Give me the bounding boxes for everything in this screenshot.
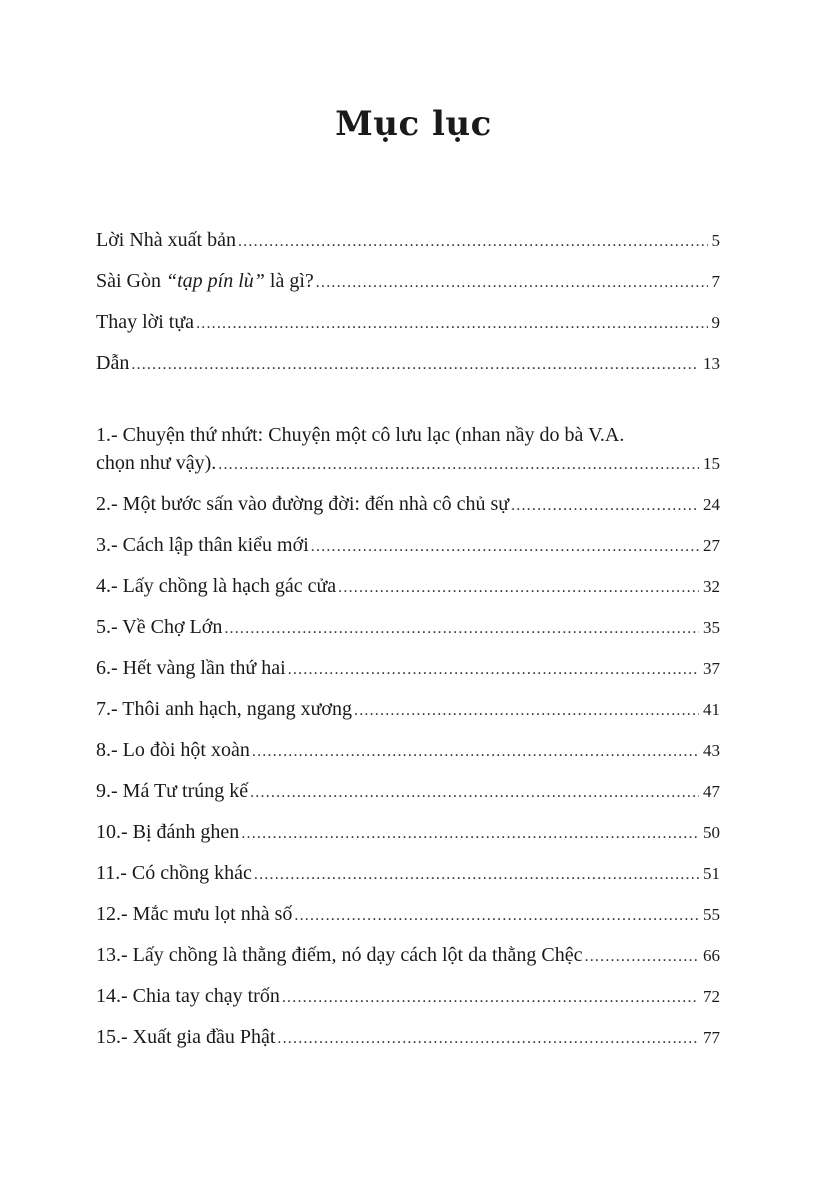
toc-entry-chapter-5[interactable] — [96, 616, 720, 642]
dot-leader — [511, 497, 699, 515]
toc-entry-page: 47 — [703, 782, 720, 801]
toc-entry-page: 27 — [703, 536, 720, 555]
toc-entry-chapter-6[interactable] — [96, 657, 720, 683]
toc-entry-title: Dẫn — [96, 352, 130, 374]
toc-entry-publisher-note[interactable] — [96, 229, 720, 255]
toc-entry-page: 41 — [703, 700, 720, 719]
dot-leader — [338, 579, 699, 597]
toc-entry-chapter-15[interactable] — [96, 1026, 720, 1052]
dot-leader — [585, 948, 699, 966]
toc-entry-title: 14.- Chia tay chạy trốn — [96, 985, 280, 1007]
toc-entry-title: 6.- Hết vàng lần thứ hai — [96, 657, 286, 679]
toc-entry-title: 10.- Bị đánh ghen — [96, 821, 240, 843]
toc-entry-page: 5 — [711, 231, 720, 250]
toc-entry-page: 37 — [703, 659, 720, 678]
dot-leader — [196, 315, 707, 333]
page-title: Mục lục — [335, 104, 492, 144]
toc-entry-page: 77 — [703, 1028, 720, 1047]
toc-entry-chapter-13[interactable] — [96, 944, 720, 970]
toc-entry-title: 8.- Lo đòi hột xoàn — [96, 739, 250, 761]
dot-leader — [252, 743, 699, 761]
dot-leader — [241, 825, 699, 843]
toc-entry-introduction[interactable] — [96, 352, 720, 378]
toc-entry-chapter-1-line1[interactable]: 1.- Chuyện thứ nhứt: Chuyện một cô lưu lạc (nhan nầy do bà V.A. — [96, 424, 625, 446]
toc-entry-title: 3.- Cách lập thân kiểu mới — [96, 534, 309, 556]
dot-leader — [316, 274, 708, 292]
toc-entry-chapter-14[interactable] — [96, 985, 720, 1011]
toc-entry-title: 2.- Một bước sấn vào đường đời: đến nhà cô chủ sự — [96, 493, 510, 515]
dot-leader — [254, 866, 699, 884]
toc-entry-title: chọn như vậy). — [96, 452, 217, 474]
dot-leader — [277, 1030, 699, 1048]
dot-leader — [250, 784, 699, 802]
dot-leader — [131, 356, 699, 374]
toc-entry-page: 13 — [703, 354, 720, 373]
toc-entry-title: 4.- Lấy chồng là hạch gác cửa — [96, 575, 337, 597]
toc-entry-chapter-11[interactable] — [96, 862, 720, 888]
toc-entry-chapter-3[interactable] — [96, 534, 720, 560]
toc-entry-chapter-7[interactable] — [96, 698, 720, 724]
toc-entry-page: 51 — [703, 864, 720, 883]
dot-leader — [218, 456, 699, 474]
dot-leader — [224, 620, 699, 638]
toc-entry-chapter-2[interactable] — [96, 493, 720, 519]
toc-entry-page: 32 — [703, 577, 720, 596]
toc-entry-title: 13.- Lấy chồng là thằng điếm, nó dạy cách lột da thằng Chệc — [96, 944, 583, 966]
toc-entry-chapter-8[interactable] — [96, 739, 720, 765]
dot-leader — [294, 907, 699, 925]
toc-entry-page: 72 — [703, 987, 720, 1006]
toc-entry-title: 5.- Về Chợ Lớn — [96, 616, 223, 638]
toc-entry-title: Lời Nhà xuất bản — [96, 229, 236, 251]
dot-leader — [354, 702, 699, 720]
dot-leader — [282, 989, 699, 1007]
dot-leader — [311, 538, 699, 556]
toc-entry-title: 15.- Xuất gia đầu Phật — [96, 1026, 276, 1048]
toc-entry-title: 7.- Thôi anh hạch, ngang xương — [96, 698, 352, 720]
toc-entry-title: Sài Gòn “tạp pín lù” là gì? — [96, 270, 314, 292]
toc-entry-title: Thay lời tựa — [96, 311, 195, 333]
toc-entry-chapter-9[interactable] — [96, 780, 720, 806]
toc-entry-page: 7 — [711, 272, 720, 291]
dot-leader — [288, 661, 699, 679]
toc-entry-chapter-12[interactable] — [96, 903, 720, 929]
toc-entry-chapter-4[interactable] — [96, 575, 720, 601]
toc-entry-title: 9.- Má Tư trúng kế — [96, 780, 249, 802]
toc-entry-page: 9 — [711, 313, 720, 332]
dot-leader — [238, 233, 708, 251]
toc-entry-page: 66 — [703, 946, 720, 965]
toc-entry-chapter-10[interactable] — [96, 821, 720, 847]
toc-entry-foreword[interactable] — [96, 311, 720, 337]
toc-entry-title: 11.- Có chồng khác — [96, 862, 252, 884]
toc-entry-page: 43 — [703, 741, 720, 760]
toc-entry-chapter-1[interactable] — [96, 452, 720, 478]
toc-entry-page: 24 — [703, 495, 720, 514]
toc-entry-page: 50 — [703, 823, 720, 842]
toc-entry-page: 55 — [703, 905, 720, 924]
toc-entry-page: 35 — [703, 618, 720, 637]
toc-entry-title: 12.- Mắc mưu lọt nhà số — [96, 903, 293, 925]
toc-entry-saigon[interactable] — [96, 270, 720, 296]
toc-entry-page: 15 — [703, 454, 720, 473]
